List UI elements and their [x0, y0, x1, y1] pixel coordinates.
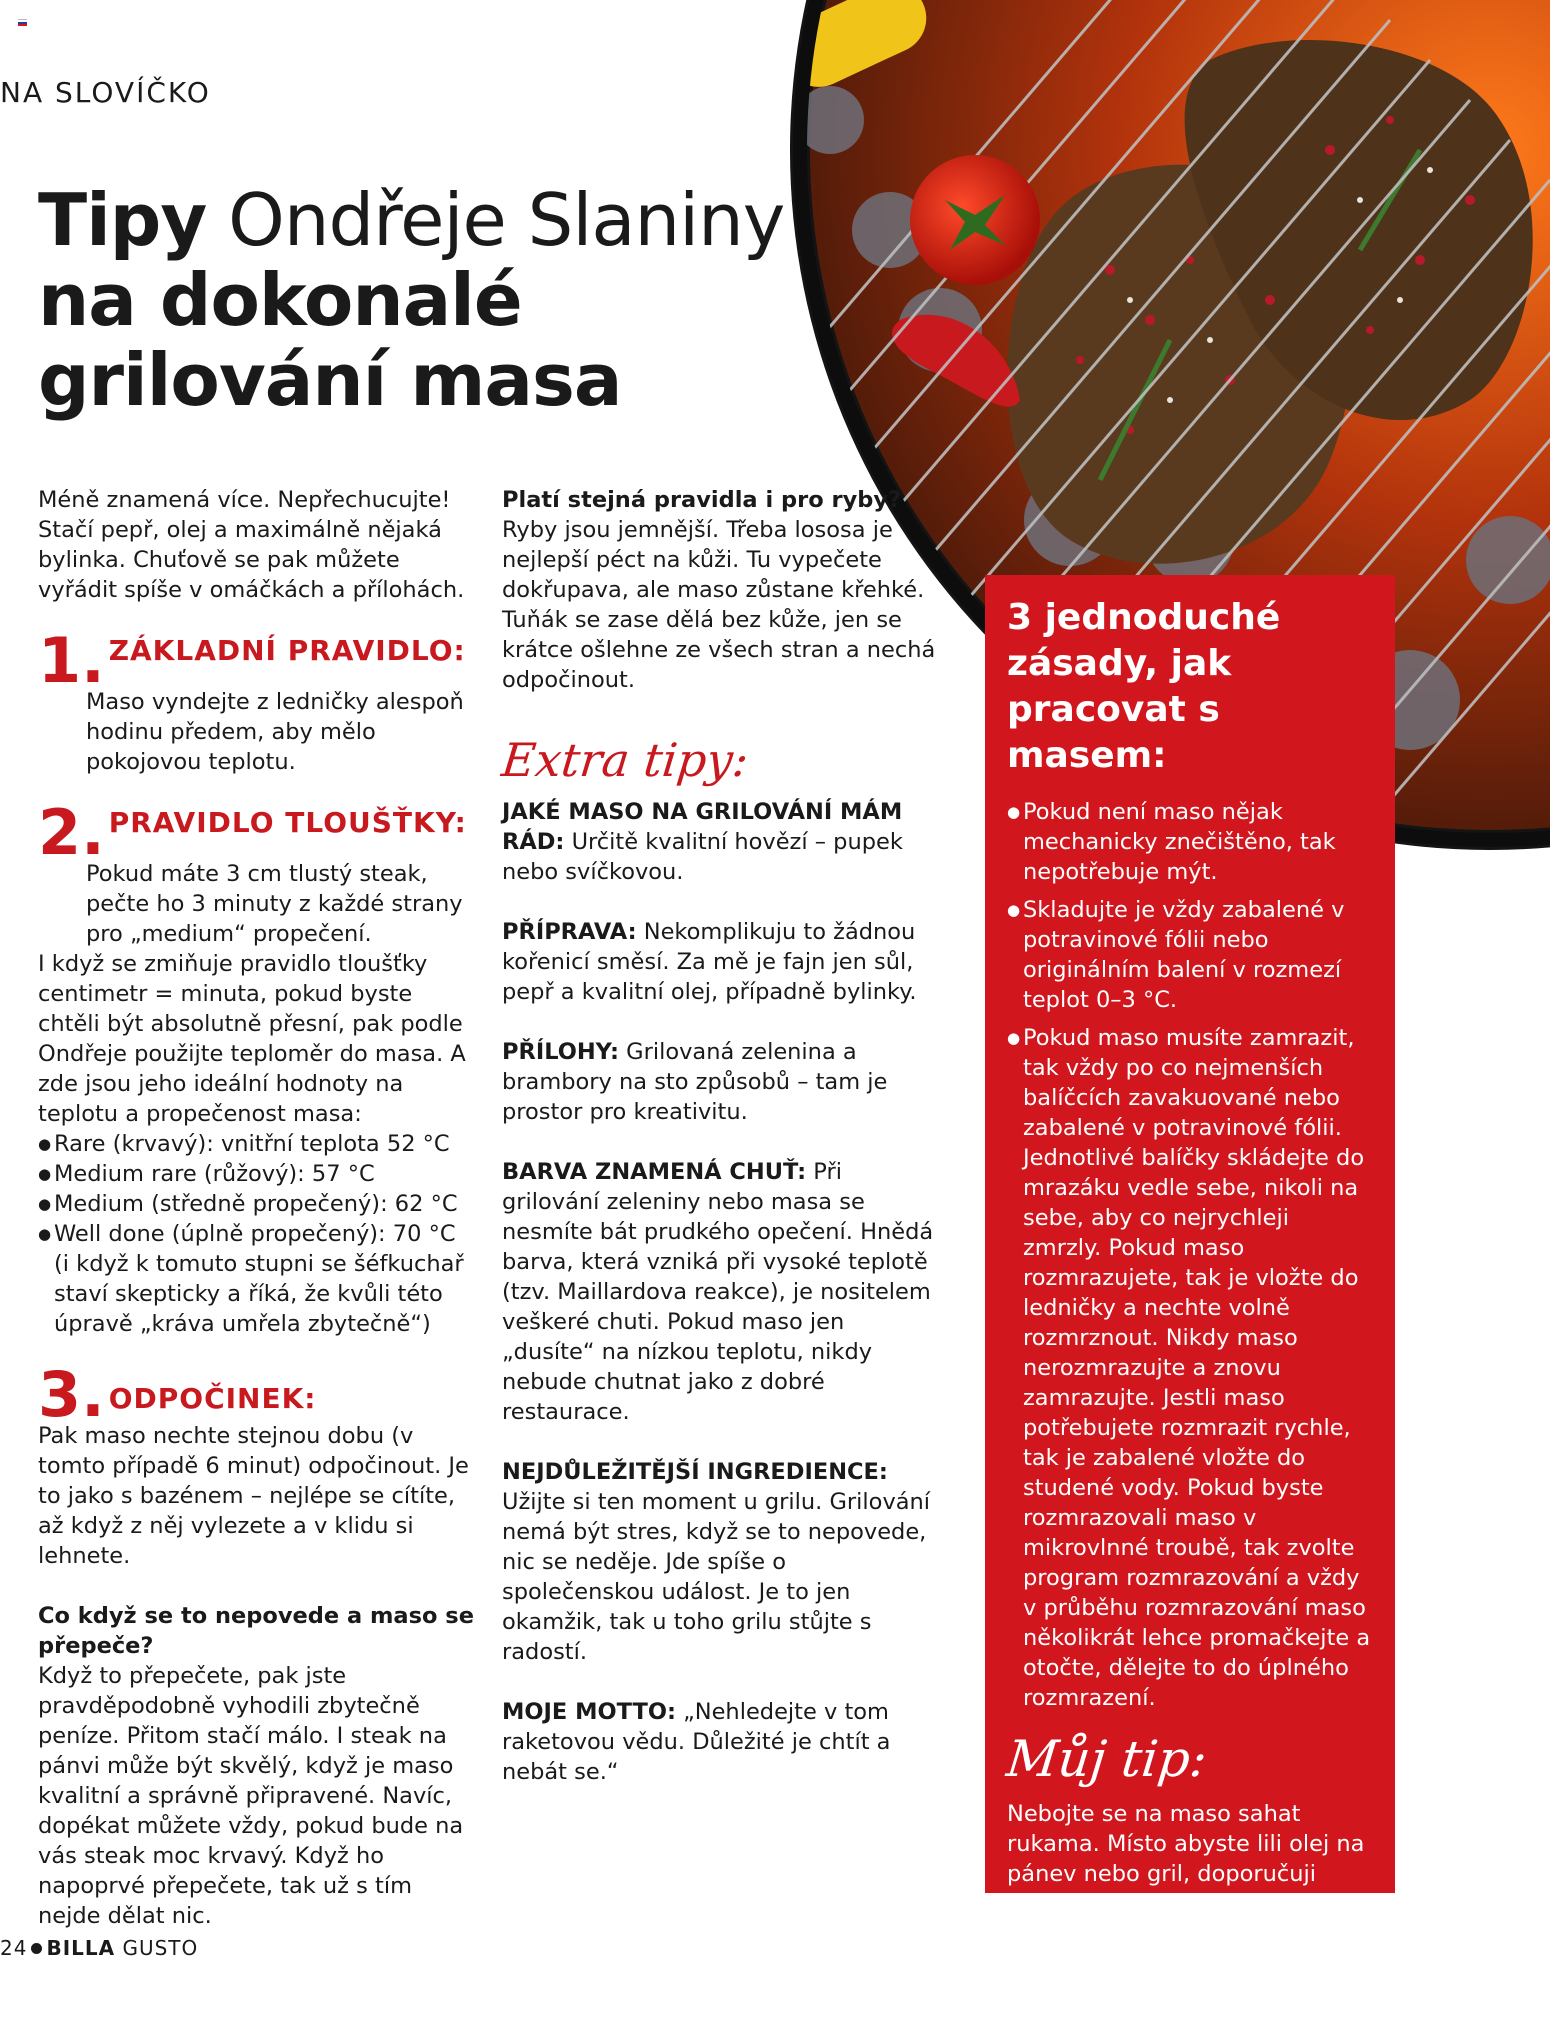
rule-2-number: 2.: [38, 796, 105, 869]
rule-3-number: 3.: [38, 1358, 105, 1431]
rule-1-title: ZÁKLADNÍ PRAVIDLO:: [108, 634, 466, 667]
rule-3: [38, 1358, 478, 1571]
brand-name: BILLA: [46, 1936, 116, 1960]
rule-2-text-2: I když se zmiňuje pravidlo tloušťky centimetr = minuta, pokud byste chtěli být absolutně přesní, pak podle Ondřeje použijte teploměr do masa. A zde jsou jeho ideální hodnoty na teplotu a propečenost masa:: [38, 951, 466, 1127]
extra-tip: [502, 797, 942, 887]
extra-tip-label: BARVA ZNAMENÁ CHUŤ:: [502, 1159, 807, 1185]
column-left: [38, 485, 478, 1931]
rule-3-title: ODPOČINEK:: [108, 1382, 317, 1415]
intro-text: Méně znamená více. Nepřechucujte! Stačí pepř, olej a maximálně nějaká bylinka. Chuťově se pak můžete vyřádit spíše v omáčkách a přílohách.: [38, 487, 465, 603]
title-bold-part: Tipy: [38, 178, 207, 262]
list-item: ● Pokud maso musíte zamrazit, tak vždy po co nejmenších balíčcích zavakuované nebo zabalené v potravinové fólii. Jednotlivé balíčky skládejte do mrazáku vedle sebe, nikoli na sebe, aby co nejrychleji zmrzly. Pokud maso rozmrazujete, tak je vložte do ledničky a nechte volně rozmrznout. Nikdy maso nerozmrazujte a znovu zamrazujte. Jestli maso potřebujete rozmrazit rychle, tak je zabalené vložte do studené vody. Pokud byste rozmrazovali maso v mikrovlnné troubě, tak zvolte program rozmrazování a vždy v průběhu rozmrazování maso několikrát lehce promačkejte a otočte, dělejte to do úplného rozmrazení.: [1007, 1023, 1373, 1713]
extra-tip-text: Užijte si ten moment u grilu. Grilování nemá být stres, když se to nepovede, nic se neděje. Jde spíše o společenskou událost. Je to jen okamžik, tak u toho grilu stůjte s radostí.: [502, 1489, 931, 1665]
title-light-part: Ondřeje Slaniny: [206, 178, 785, 262]
my-tip-text: Nebojte se na maso sahat rukama. Místo abyste lili olej na pánev nebo gril, doporučuji kápnout trochu oleje přímo na steak a rukama ho do něj jemně vmasírovat. Tím zajistíte, že se maso nepřichytí a olej nebude prskat.: [1007, 1801, 1372, 2037]
principles-box: [985, 575, 1395, 2037]
extra-tip-label: JAKÉ MASO NA GRILOVÁNÍ MÁM RÁD:: [502, 799, 903, 855]
list-item: ● Medium rare (růžový): 57 °C: [38, 1159, 478, 1189]
page-number: 24: [0, 1936, 28, 1960]
rule-2-text: Pokud máte 3 cm tlustý steak, pečte ho 3 minuty z každé strany pro „medium“ propečení.: [86, 861, 463, 947]
rule-1-number: 1.: [38, 624, 105, 697]
extra-tip-label: PŘÍLOHY:: [502, 1039, 620, 1065]
list-item: ● Medium (středně propečený): 62 °C: [38, 1189, 478, 1219]
bullet-dot-icon: [31, 1943, 42, 1954]
rule-2-title: PRAVIDLO TLOUŠŤKY:: [108, 806, 467, 839]
page-title: [38, 180, 798, 420]
faq-2-question: Platí stejná pravidla i pro ryby?: [502, 487, 902, 513]
extra-tip: [502, 917, 942, 1007]
extra-tip-label: NEJDŮLEŽITĚJŠÍ INGREDIENCE:: [502, 1459, 888, 1485]
extra-tip-label: MOJE MOTTO:: [502, 1699, 676, 1725]
extra-tip-text: Grilovaná zelenina a brambory na sto způsobů – tam je prostor pro kreativitu.: [502, 1039, 888, 1125]
extra-tip-label: PŘÍPRAVA:: [502, 919, 637, 945]
rule-3-text: Pak maso nechte stejnou dobu (v tomto případě 6 minut) odpočinout. Je to jako s bazénem – nejlépe se cítíte, až když z něj vylezete a v klidu si lehnete.: [38, 1423, 469, 1569]
principles-list: [1007, 797, 1373, 1713]
extra-tip: [502, 1457, 942, 1667]
title-line-2: na dokonalé: [38, 258, 522, 342]
title-line-3: grilování masa: [38, 338, 622, 422]
list-item: ● Well done (úplně propečený): 70 °C: [38, 1219, 478, 1249]
extra-tip: [502, 1037, 942, 1127]
extra-tips-title: Extra tipy:: [499, 733, 752, 787]
column-middle: [499, 485, 942, 1787]
extra-tip-text: Nekomplikuju to žádnou kořenicí směsí. Za mě je fajn jen sůl, pepř a kvalitní olej, případně bylinky.: [502, 919, 917, 1005]
flag-icon: [18, 19, 27, 25]
list-item: ● Pokud není maso nějak mechanicky znečištěno, tak nepotřebuje mýt.: [1007, 797, 1373, 887]
doneness-list: [38, 1129, 478, 1249]
rule-2: [38, 796, 478, 1339]
page-footer: [0, 1936, 198, 1960]
extra-tip-text: Při grilování zeleniny nebo masa se nesmíte bát prudkého opečení. Hnědá barva, která vzniká při vysoké teplotě (tzv. Maillardova reakce), je nositelem veškeré chuti. Pokud maso jen „dusíte“ na nízkou teplotu, nikdy nebude chutnat jako z dobré restaurace.: [502, 1159, 934, 1425]
doneness-note: (i když k tomuto stupni se šéfkuchař staví skepticky a říká, že kvůli této úpravě „kráva umřela zbytečně“): [54, 1251, 464, 1337]
extra-tip: [502, 1697, 942, 1787]
rule-1: [38, 624, 478, 777]
faq-2-answer: Ryby jsou jemnější. Třeba lososa je nejlepší péct na kůži. Tu vypečete dokřupava, ale maso zůstane křehké. Tuňák se zase dělá bez kůže, jen se krátce ošlehne ze všech stran a nechá odpočinout.: [502, 517, 936, 693]
faq-1-answer: Když to přepečete, pak jste pravděpodobně vyhodili zbytečně peníze. Přitom stačí málo. I steak na pánvi může být skvělý, když je maso kvalitní a správně připravené. Navíc, dopékat můžete vždy, pokud bude na vás steak moc krvavý. Když ho napoprvé přepečete, tak už s tím nejde dělat nic.: [38, 1663, 464, 1929]
list-item: ● Rare (krvavý): vnitřní teplota 52 °C: [38, 1129, 478, 1159]
list-item: ● Skladujte je vždy zabalené v potravinové fólii nebo originálním balení v rozmezí teplot 0–3 °C.: [1007, 895, 1373, 1015]
rule-1-text: Maso vyndejte z ledničky alespoň hodinu předem, aby mělo pokojovou teplotu.: [86, 689, 464, 775]
principles-title: 3 jednoduché zásady, jak pracovat s masem:: [1007, 597, 1281, 776]
faq-1-question: Co když se to nepovede a maso se přepeče?: [38, 1603, 474, 1659]
my-tip-title: Můj tip:: [1003, 1730, 1210, 1788]
extra-tip-text: Určitě kvalitní hovězí – pupek nebo svíčkovou.: [502, 829, 903, 885]
magazine-name: GUSTO: [122, 1936, 199, 1960]
section-label: NA SLOVÍČKO: [0, 76, 211, 109]
extra-tip: [502, 1157, 942, 1427]
extra-tip-text: „Nehledejte v tom raketovou vědu. Důležité je chtít a nebát se.“: [502, 1699, 891, 1785]
